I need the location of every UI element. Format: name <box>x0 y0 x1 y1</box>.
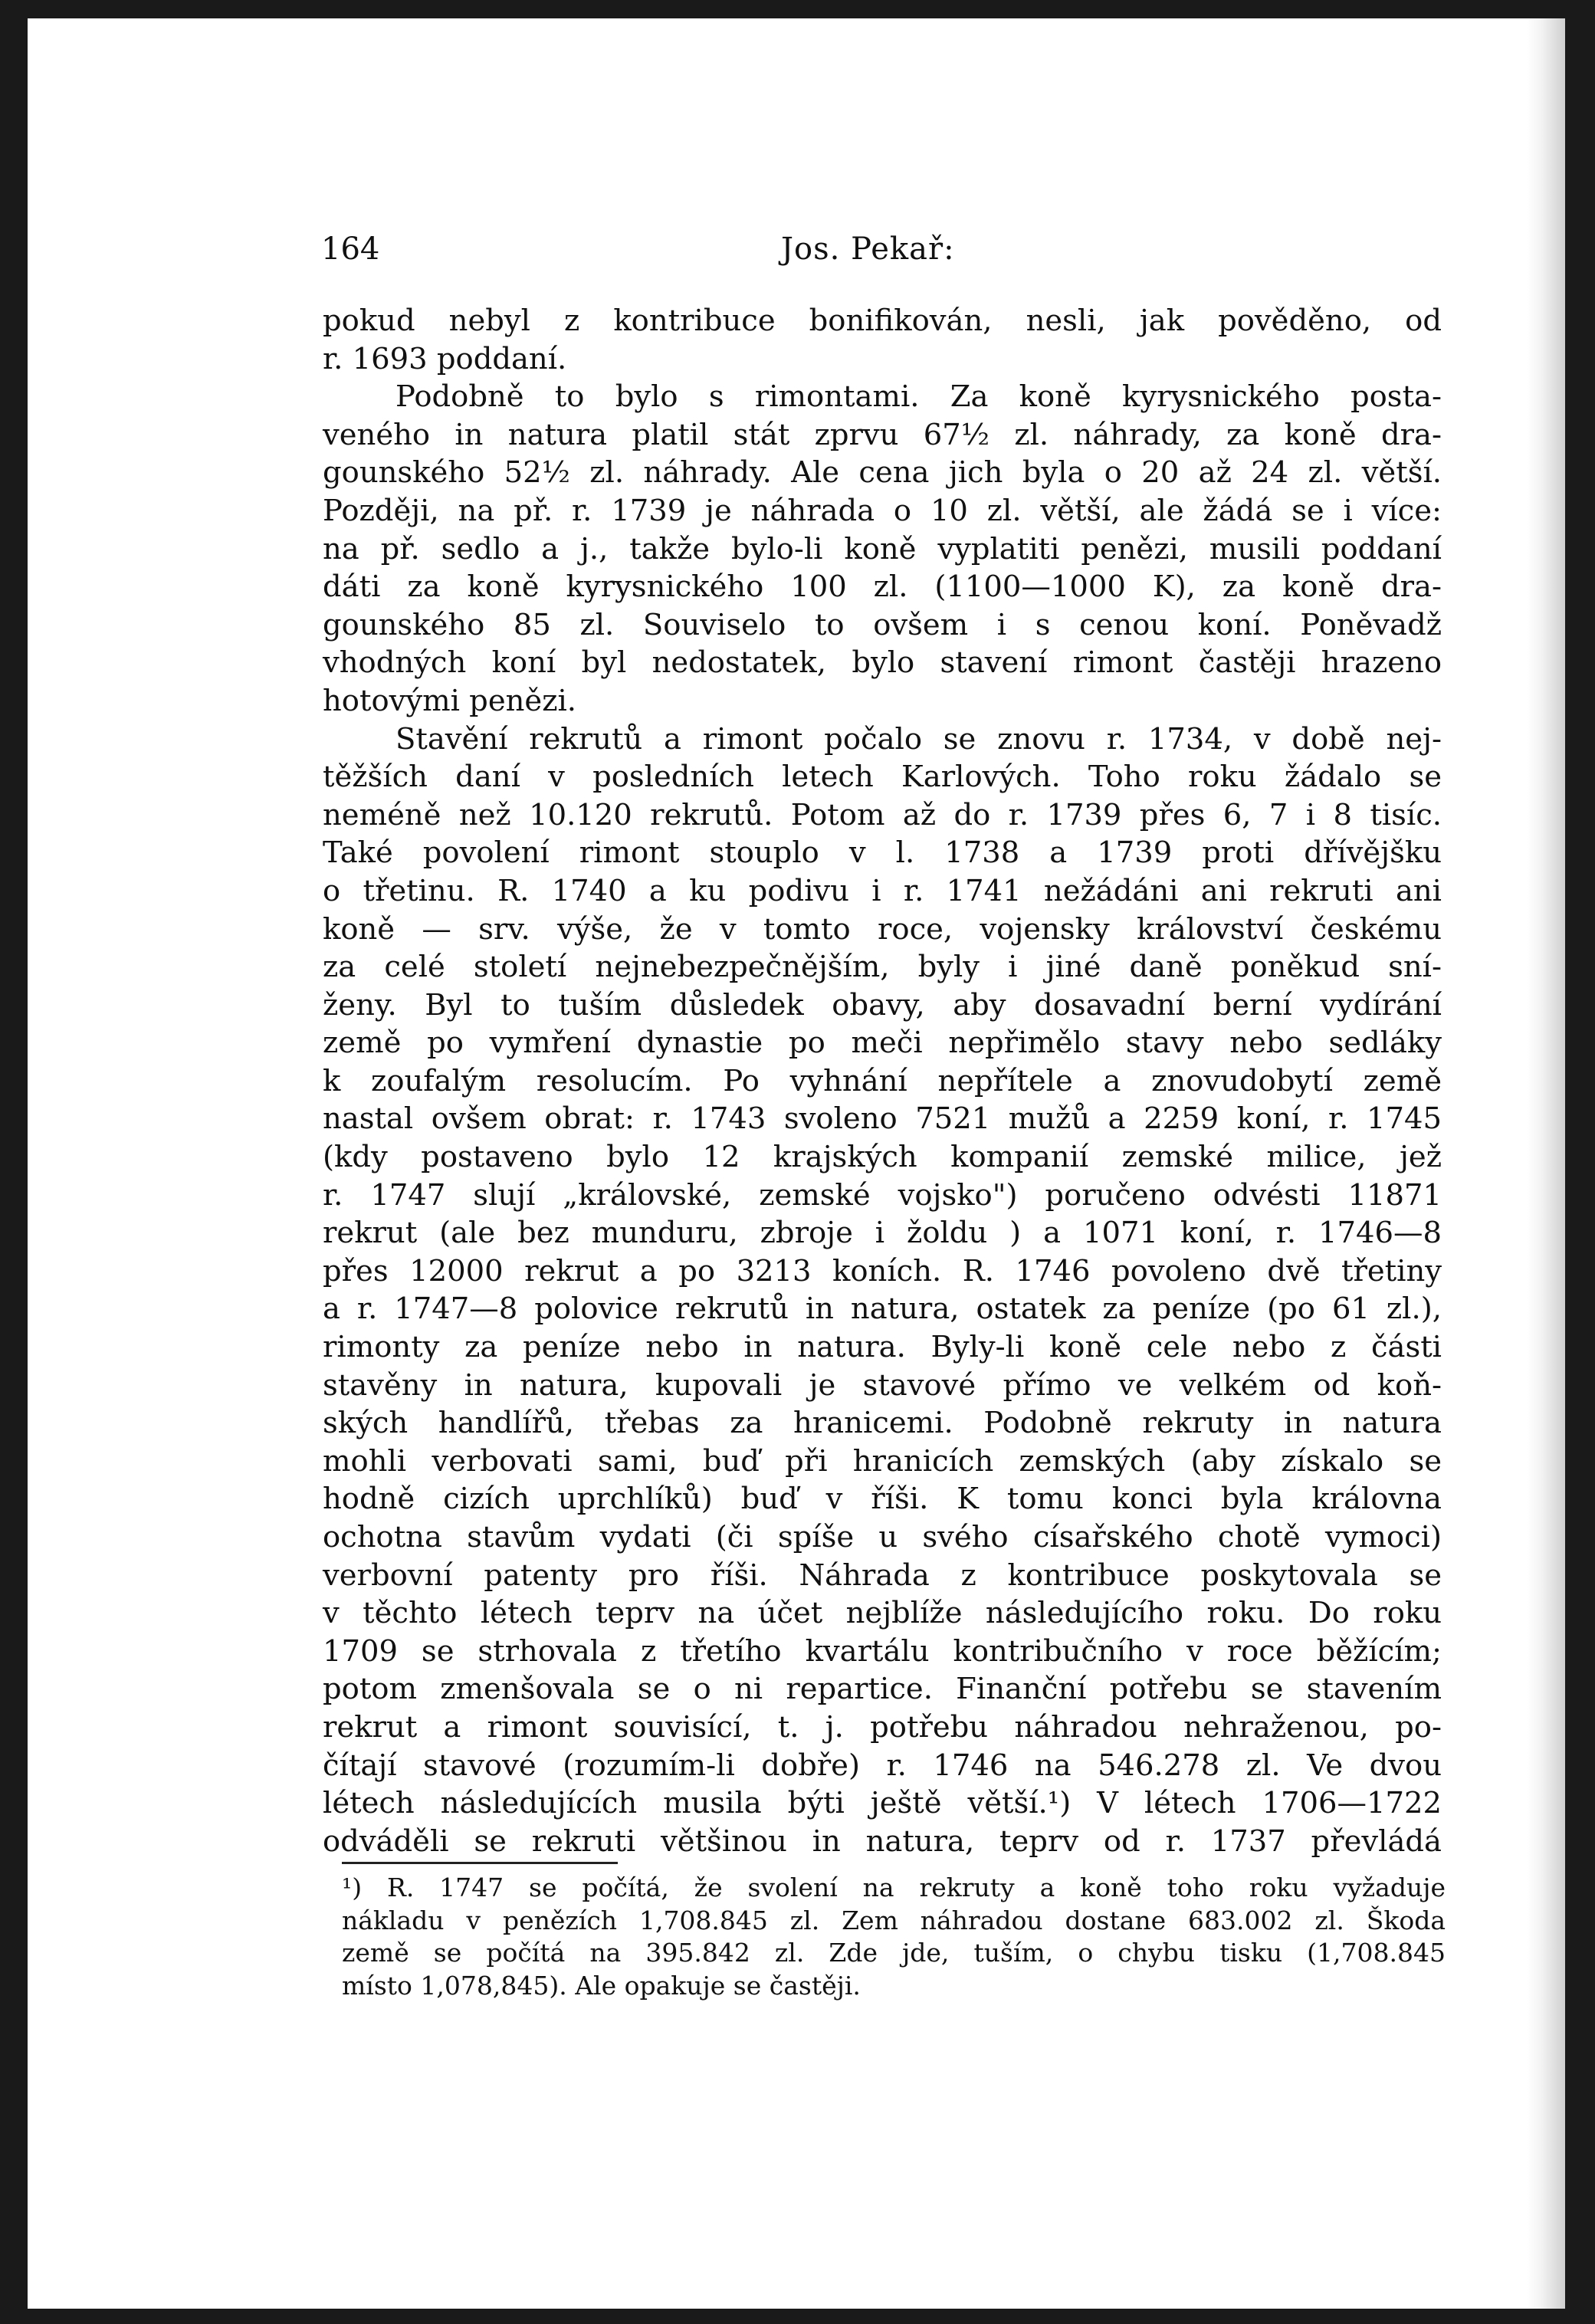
footnote <box>342 1872 1446 2002</box>
page-number: 164 <box>321 231 380 267</box>
body-line: koně — srv. výše, že v tomto roce, vojensky království českému <box>323 911 1442 947</box>
body-line: pokud nebyl z kontribuce bonifikován, nesli, jak pověděno, od <box>323 304 1442 338</box>
footnote-line: nákladu v penězích 1,708.845 zl. Zem náhradou dostane 683.002 zl. Škoda <box>342 1905 1446 1935</box>
body-line: rekrut (ale bez munduru, zbroje i žoldu ) a 1071 koní, r. 1746—8 <box>323 1216 1442 1251</box>
body-line: vhodných koní byl nedostatek, bylo stavení rimont častěji hrazeno <box>323 645 1442 681</box>
body-line: Podobně to bylo s rimontami. Za koně kyrysnického posta- <box>395 379 1442 415</box>
body-line: na př. sedlo a j., takže bylo-li koně vyplatiti penězi, musili poddaní <box>323 531 1442 566</box>
body-line: létech následujících musila býti ještě větší.¹) V létech 1706—1722 <box>323 1786 1442 1821</box>
body-line: k zoufalým resolucím. Po vyhnání nepřítele a znovudobytí země <box>323 1063 1442 1098</box>
body-line: v těchto létech teprv na účet nejblíže následujícího roku. Do roku <box>323 1596 1442 1631</box>
body-line: rekrut a rimont souvisící, t. j. potřebu náhradou nehraženou, po- <box>323 1709 1442 1745</box>
body-line: potom zmenšovala se o ni repartice. Finanční potřebu se stavením <box>323 1672 1442 1707</box>
page-header <box>321 225 1425 271</box>
body-line: gounského 85 zl. Souviselo to ovšem i s cenou koní. Poněvadž <box>323 607 1442 642</box>
body-line: verbovní patenty pro říši. Náhrada z kontribuce poskytovala se <box>323 1558 1442 1593</box>
body-line: (kdy postaveno bylo 12 krajských kompanií zemské milice, jež <box>323 1140 1442 1175</box>
footnote-line: ¹) R. 1747 se počítá, že svolení na rekruty a koně toho roku vyžaduje <box>342 1873 1446 1902</box>
body-line: za celé století nejnebezpečnějším, byly i jiné daně poněkud sní- <box>323 950 1442 985</box>
body-line: hotovými penězi. <box>323 683 577 718</box>
body-line: přes 12000 rekrut a po 3213 koních. R. 1746 povoleno dvě třetiny <box>323 1253 1442 1288</box>
body-line: dáti za koně kyrysnického 100 zl. (1100—1000 K), za koně dra- <box>323 570 1442 605</box>
body-line: rimonty za peníze nebo in natura. Byly-li koně cele nebo z části <box>323 1330 1442 1365</box>
body-line: 1709 se strhovala z třetího kvartálu kontribučního v roce běžícím; <box>323 1633 1442 1669</box>
footnote-divider <box>342 1862 618 1864</box>
body-line: čítají stavové (rozumím-li dobře) r. 1746 na 546.278 zl. Ve dvou <box>323 1748 1442 1783</box>
body-line: nastal ovšem obrat: r. 1743 svoleno 7521 mužů a 2259 koní, r. 1745 <box>323 1101 1442 1137</box>
body-line: hodně cizích uprchlíků) buď v říši. K tomu konci byla královna <box>323 1482 1442 1517</box>
body-line: gounského 52½ zl. náhrady. Ale cena jich byla o 20 až 24 zl. větší. <box>323 455 1442 491</box>
body-line: Stavění rekrutů a rimont počalo se znovu r. 1734, v době nej- <box>395 721 1442 757</box>
body-line: země po vymření dynastie po meči nepřimělo stavy nebo sedláky <box>323 1026 1442 1061</box>
body-line: ženy. Byl to tuším důsledek obavy, aby dosavadní berní vydírání <box>323 987 1442 1022</box>
body-line: odváděli se rekruti většinou in natura, teprv od r. 1737 převládá <box>323 1823 1442 1859</box>
body-line: mohli verbovati sami, buď při hranicích zemských (aby získalo se <box>323 1443 1442 1479</box>
body-line: r. 1747 slují „královské, zemské vojsko") poručeno odvésti 11871 <box>323 1177 1442 1213</box>
body-text <box>323 302 1442 1860</box>
page-edge-shadow <box>1527 18 1565 2309</box>
body-line: těžších daní v posledních letech Karlových. Toho roku žádalo se <box>323 760 1442 795</box>
body-line: Později, na př. r. 1739 je náhrada o 10 zl. větší, ale žádá se i více: <box>323 493 1442 528</box>
body-line: veného in natura platil stát zprvu 67½ zl. náhrady, za koně dra- <box>323 417 1442 452</box>
body-line: stavěny in natura, kupovali je stavové přímo ve velkém od koň- <box>323 1367 1442 1403</box>
body-line: a r. 1747—8 polovice rekrutů in natura, ostatek za peníze (po 61 zl.), <box>323 1292 1442 1327</box>
footnote-line: místo 1,078,845). Ale opakuje se častěji. <box>342 1970 861 2001</box>
body-line: neméně než 10.120 rekrutů. Potom až do r. 1739 přes 6, 7 i 8 tisíc. <box>323 797 1442 832</box>
body-line: r. 1693 poddaní. <box>323 341 567 376</box>
body-line: ochotna stavům vydati (či spíše u svého císařského chotě vymoci) <box>323 1520 1442 1554</box>
body-line: ských handlířů, třebas za hranicemi. Podobně rekruty in natura <box>323 1406 1442 1441</box>
scanned-page <box>28 18 1565 2309</box>
body-line: Také povolení rimont stouplo v l. 1738 a 1739 proti dřívějšku <box>323 835 1442 871</box>
running-title: Jos. Pekař: <box>781 231 955 267</box>
body-line: o třetinu. R. 1740 a ku podivu i r. 1741 nežádáni ani rekruti ani <box>323 873 1442 908</box>
footnote-line: země se počítá na 395.842 zl. Zde jde, tuším, o chybu tisku (1,708.845 <box>342 1938 1446 1968</box>
